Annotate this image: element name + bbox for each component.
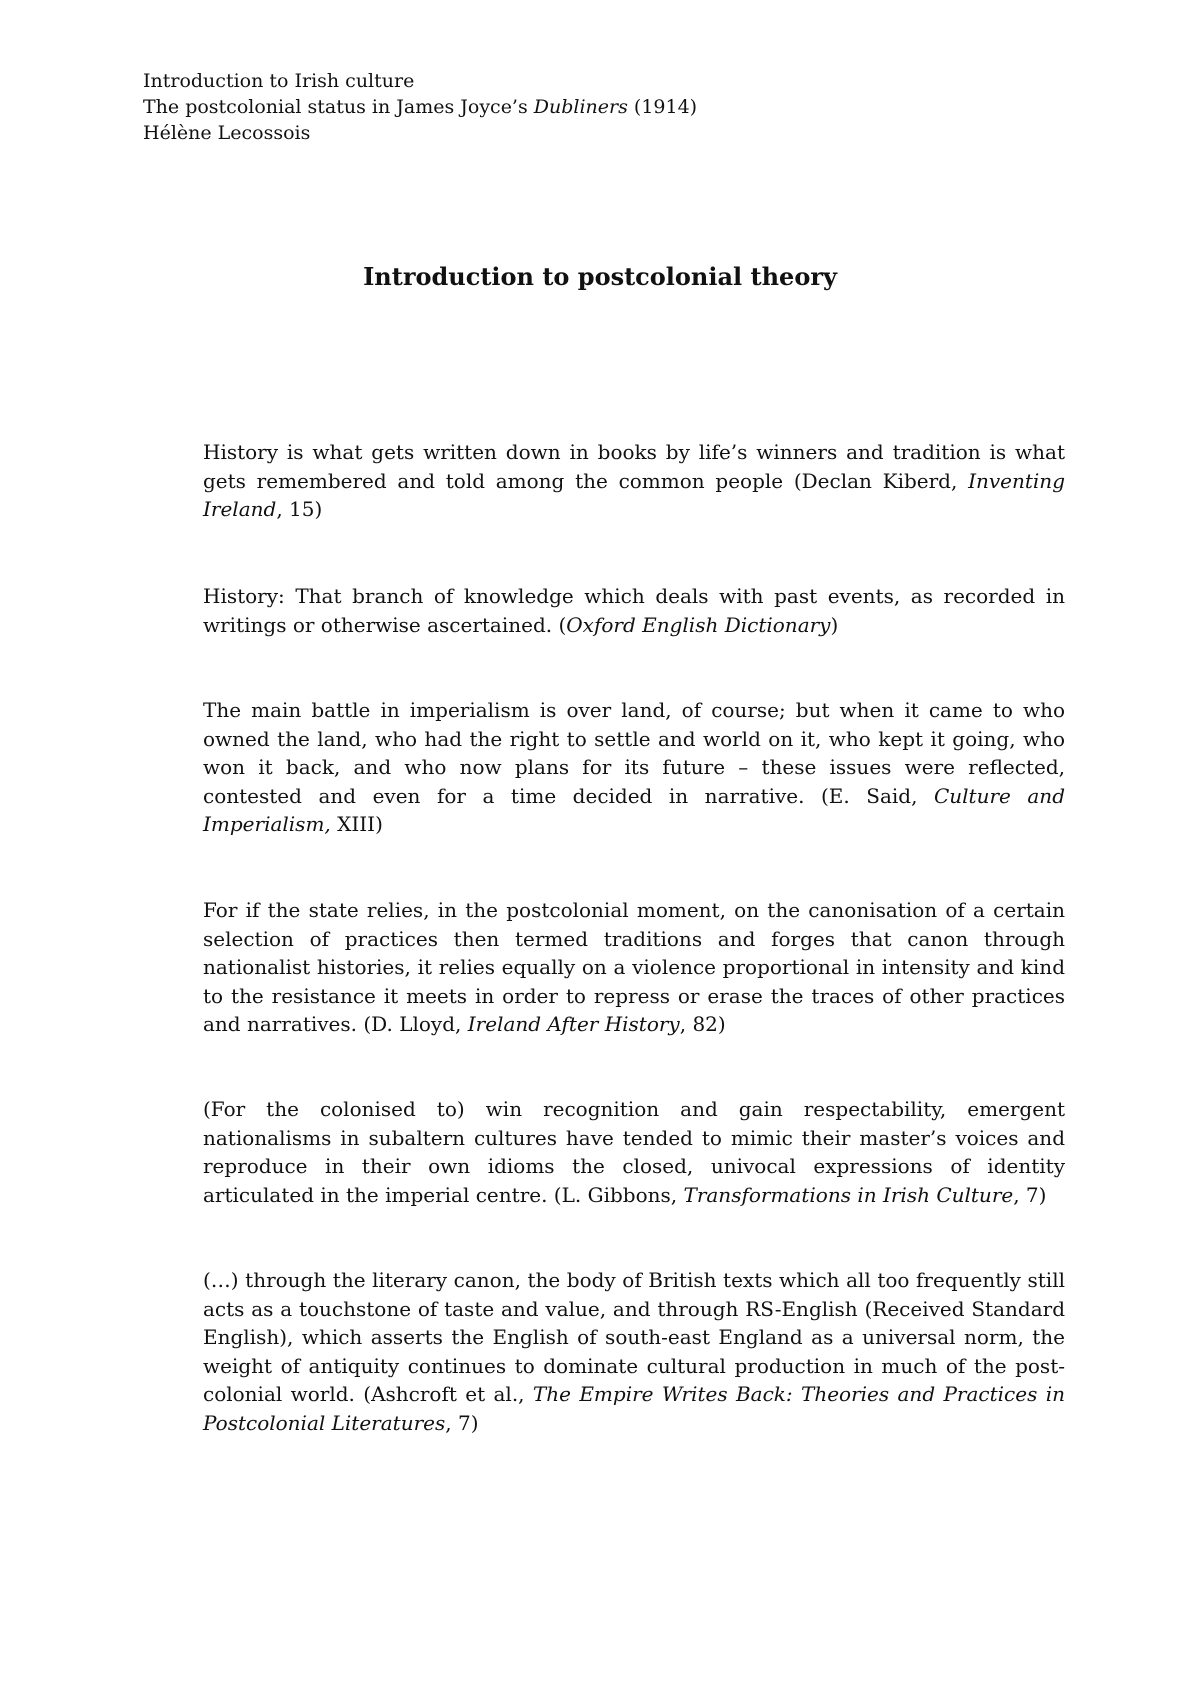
quote-oed xyxy=(203,582,1065,639)
quote-tail: ) xyxy=(830,612,839,637)
quote-ashcroft xyxy=(203,1266,1065,1437)
quote-tail: , 15) xyxy=(276,497,323,521)
quote-text: History: That branch of knowledge which deals with past events, as recorded in writings or otherwise ascertained. ( xyxy=(203,584,1065,637)
quote-gibbons xyxy=(203,1095,1065,1209)
document-header xyxy=(143,68,697,146)
course-title: Introduction to Irish culture xyxy=(143,70,415,92)
quote-source: Ireland After History xyxy=(467,1012,680,1036)
quote-source: Transformations in Irish Culture xyxy=(683,1182,1014,1207)
quote-said xyxy=(203,696,1065,839)
quote-tail: , 7) xyxy=(1013,1182,1047,1207)
quote-text: For if the state relies, in the postcolonial moment, on the canonisation of a certain selection of practices then termed traditions and forges that canon through nationalist histories, it relies equally on a violence proportional in intensity and kind to the resistance it meets in order to repress or erase the traces of other practices and narratives. (D. Lloyd, xyxy=(203,898,1065,1036)
quote-tail: , 82) xyxy=(679,1012,726,1036)
quote-source: Inventing Ireland xyxy=(203,468,1065,521)
quote-source: The Empire Writes Back: Theories and Practices in Postcolonial Literatures xyxy=(203,1382,1065,1435)
quote-source: Culture and Imperialism, xyxy=(203,783,1065,836)
subtitle-work: Dubliners xyxy=(533,96,628,118)
quote-text: (…) through the literary canon, the body of British texts which all too frequently still acts as a touchstone of taste and value, and through RS-English (Received Standard English), which asserts the English of south-east England as a universal norm, the weight of antiquity continues to dominate cultural production in much of the post-colonial world. (Ashcroft et al., xyxy=(203,1268,1065,1406)
subtitle-prefix: The postcolonial status in James Joyce’s xyxy=(143,96,534,118)
quote-source: Oxford English Dictionary xyxy=(566,612,831,637)
quote-text: The main battle in imperialism is over land, of course; but when it came to who owned the land, who had the right to settle and world on it, who kept it going, who won it back, and who now plans for its future – these issues were reflected, contested and even for a time decided in narrative. (E. Said, xyxy=(203,698,1065,808)
page-title: Introduction to postcolonial theory xyxy=(363,262,837,291)
quote-lloyd xyxy=(203,896,1065,1039)
quote-tail: XIII) xyxy=(330,812,383,836)
quote-text: History is what gets written down in books by life’s winners and tradition is what gets remembered and told among the common people (Declan Kiberd, xyxy=(203,440,1065,493)
quote-tail: , 7) xyxy=(445,1410,479,1435)
quote-kiberd xyxy=(203,438,1065,524)
document-subtitle xyxy=(143,94,697,120)
author-name: Hélène Lecossois xyxy=(143,122,311,144)
subtitle-suffix: (1914) xyxy=(627,96,698,118)
quote-text: (For the colonised to) win recognition and gain respectability, emergent nationalisms in subaltern cultures have tended to mimic their master’s voices and reproduce in their own idioms the closed, univocal expressions of identity articulated in the imperial centre. (L. Gibbons, xyxy=(203,1097,1065,1207)
